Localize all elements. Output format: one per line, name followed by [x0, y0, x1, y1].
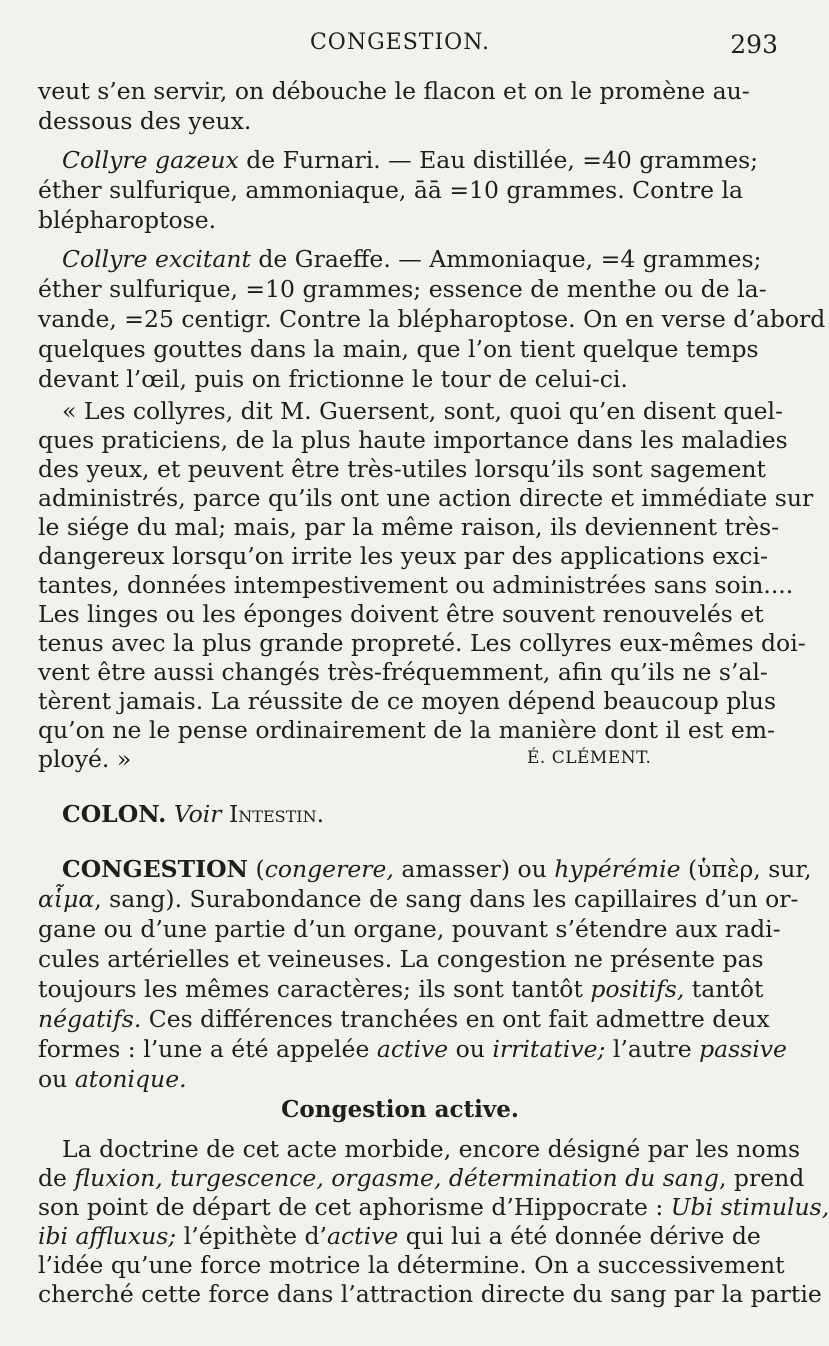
- text-line: cherché cette force dans l’attraction directe du sang par la partie: [38, 1280, 822, 1308]
- text-line: tèrent jamais. La réussite de ce moyen dépend beaucoup plus: [38, 687, 777, 715]
- text-line: dangereux lorsqu’on irrite les yeux par des applications exci-: [38, 542, 768, 570]
- text-line: son point de départ de cet aphorisme d’Hippocrate : Ubi stimulus,: [38, 1193, 829, 1221]
- term-italic: Collyre excitant: [62, 245, 251, 273]
- text-line: La doctrine de cet acte morbide, encore désigné par les noms: [62, 1135, 801, 1163]
- text-line: αἷμα, sang). Surabondance de sang dans les capillaires d’un or-: [38, 885, 799, 913]
- text-line: vande, =25 centigr. Contre la blépharoptose. On en verse d’abord: [38, 305, 826, 333]
- page-header: [0, 30, 800, 64]
- text-line: veut s’en servir, on débouche le flacon et on le promène au-: [38, 77, 750, 105]
- text-line: négatifs. Ces différences tranchées en ont fait admettre deux: [38, 1005, 770, 1033]
- text-line: Collyre gazeux de Furnari. — Eau distillée, =40 grammes;: [62, 146, 759, 174]
- text-line: des yeux, et peuvent être très-utiles lorsqu’ils sont sagement: [38, 455, 766, 483]
- text-line: de fluxion, turgescence, orgasme, détermination du sang, prend: [38, 1164, 805, 1192]
- cross-reference: Intestin.: [229, 800, 325, 828]
- text-line: CONGESTION (congerere, amasser) ou hypérémie (ὑπὲρ, sur,: [62, 855, 812, 883]
- running-title: CONGESTION.: [309, 30, 491, 55]
- entry-term: COLON.: [62, 800, 167, 828]
- text-line: qu’on ne le pense ordinairement de la manière dont il est em-: [38, 716, 775, 744]
- text-line: « Les collyres, dit M. Guersent, sont, quoi qu’en disent quel-: [62, 397, 783, 425]
- page-number: 293: [730, 30, 778, 59]
- text-line: ques praticiens, de la plus haute importance dans les maladies: [38, 426, 788, 454]
- text-line: formes : l’une a été appelée active ou irritative; l’autre passive: [38, 1035, 787, 1063]
- text-line: gane ou d’une partie d’un organe, pouvant s’étendre aux radi-: [38, 915, 781, 943]
- attribution: É. CLÉMENT.: [527, 748, 652, 768]
- text-line: ployé. »: [38, 745, 132, 773]
- text-line: éther sulfurique, =10 grammes; essence de menthe ou de la-: [38, 275, 767, 303]
- text-line: l’idée qu’une force motrice la détermine. On a successivement: [38, 1251, 785, 1279]
- text-line: éther sulfurique, ammoniaque, āā =10 grammes. Contre la: [38, 176, 743, 204]
- term-italic: Collyre gazeux: [62, 146, 239, 174]
- text-line: devant l’œil, puis on frictionne le tour de celui-ci.: [38, 365, 628, 393]
- section-heading: Congestion active.: [281, 1096, 519, 1123]
- text-line: le siége du mal; mais, par la même raison, ils deviennent très-: [38, 513, 780, 541]
- entry-colon: COLON. Voir Intestin.: [62, 800, 325, 828]
- entry-term: CONGESTION: [62, 855, 249, 883]
- text-line: dessous des yeux.: [38, 107, 252, 135]
- text-line: blépharoptose.: [38, 206, 217, 234]
- text-line: Les linges ou les éponges doivent être souvent renouvelés et: [38, 600, 764, 628]
- text-line: vent être aussi changés très-fréquemment, afin qu’ils ne s’al-: [38, 658, 768, 686]
- text-line: administrés, parce qu’ils ont une action directe et immédiate sur: [38, 484, 814, 512]
- text-line: cules artérielles et veineuses. La congestion ne présente pas: [38, 945, 764, 973]
- text-line: ibi affluxus; l’épithète d’active qui lui a été donnée dérive de: [38, 1222, 761, 1250]
- text-line: toujours les mêmes caractères; ils sont tantôt positifs, tantôt: [38, 975, 764, 1003]
- text-line: ou atonique.: [38, 1065, 187, 1093]
- text-line: quelques gouttes dans la main, que l’on tient quelque temps: [38, 335, 759, 363]
- text-line: tantes, données intempestivement ou administrées sans soin....: [38, 571, 794, 599]
- text-line: Collyre excitant de Graeffe. — Ammoniaque, =4 grammes;: [62, 245, 762, 273]
- text-line: tenus avec la plus grande propreté. Les collyres eux-mêmes doi-: [38, 629, 806, 657]
